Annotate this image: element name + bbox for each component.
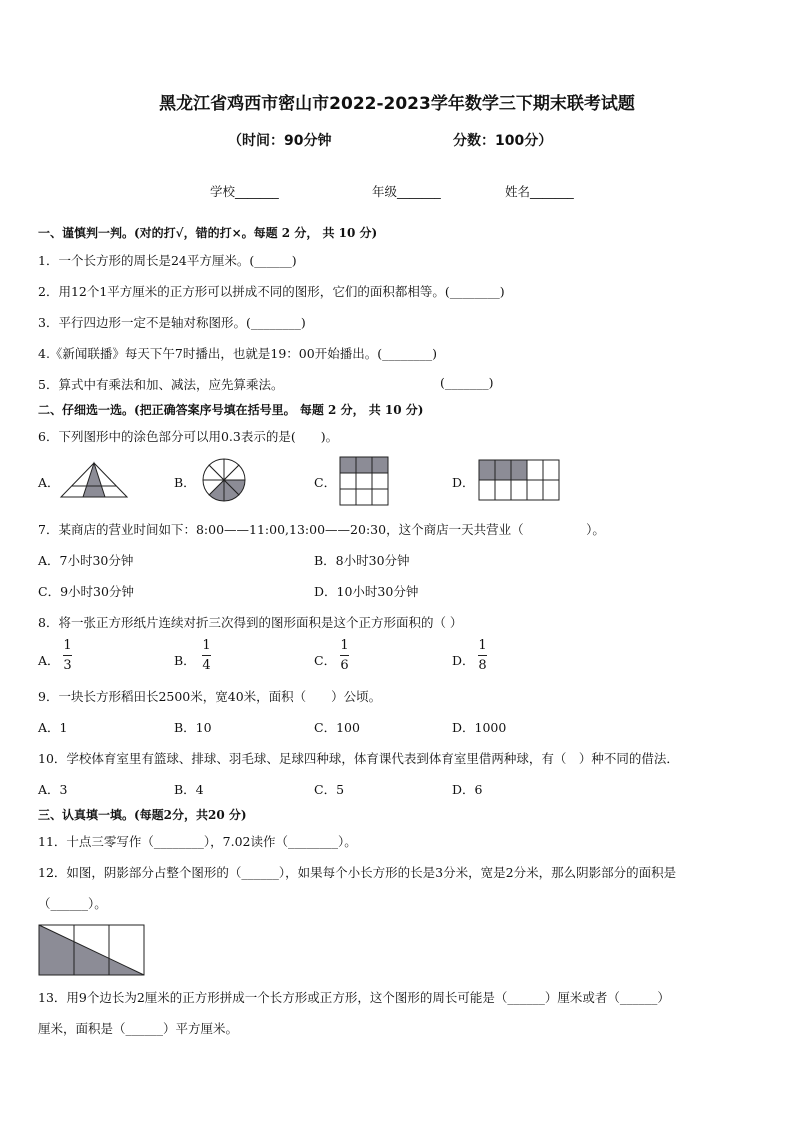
q6-grid-5x2-figure (478, 459, 560, 501)
section-2-heading: 二、仔细选一选。(把正确答案序号填在括号里。 每题 2 分， 共 10 分) (38, 403, 424, 417)
denominator: 4 (202, 658, 211, 673)
question-11: 11．十点三零写作（________），7.02读作（________）。 (38, 834, 357, 849)
question-13-line-2: 厘米，面积是（______）平方厘米。 (38, 1021, 239, 1036)
question-4: 4.《新闻联播》每天下午7时播出，也就是19：00开始播出。(________) (38, 346, 437, 361)
question-3: 3．平行四边形一定不是轴对称图形。(________) (38, 315, 306, 330)
section-3-heading: 三、认真填一填。(每题2分，共20 分) (38, 808, 247, 822)
denominator: 8 (478, 658, 487, 673)
q9-option-c: C．100 (314, 720, 360, 735)
q6-option-a-label: A． (38, 475, 60, 490)
question-13-line-1: 13．用9个边长为2厘米的正方形拼成一个长方形或正方形，这个图形的周长可能是（______）厘米或者（______） (38, 990, 670, 1005)
q9-option-b: B．10 (174, 720, 212, 735)
q10-option-b: B．4 (174, 782, 204, 797)
question-10: 10．学校体育室里有篮球、排球、羽毛球、足球四种球，体育课代表到体育室里借两种球，有（ ）种不同的借法． (38, 751, 679, 766)
denominator: 6 (340, 658, 349, 673)
q8-option-d-label: D． (452, 653, 475, 668)
q12-rectangles-figure (38, 924, 146, 976)
q8-option-c-fraction (340, 638, 349, 673)
q7-option-d: D．10小时30分钟 (314, 584, 419, 599)
denominator: 3 (63, 658, 72, 673)
q7-option-b: B．8小时30分钟 (314, 553, 410, 568)
question-2: 2．用12个1平方厘米的正方形可以拼成不同的图形，它们的面积都相等。(________) (38, 284, 505, 299)
question-9: 9．一块长方形稻田长2500米，宽40米，面积（ ）公顷。 (38, 689, 382, 704)
q6-option-c-label: C． (314, 475, 337, 490)
numerator: 1 (202, 638, 211, 653)
question-7: 7．某商店的营业时间如下：8:00——11:00,13:00——20:30，这个商店一天共营业（ ）。 (38, 522, 605, 537)
q10-option-d: D．6 (452, 782, 483, 797)
numerator: 1 (63, 638, 72, 653)
name-field: 姓名_______ (505, 184, 574, 199)
q8-option-b-label: B． (174, 653, 196, 668)
q8-option-a-fraction (63, 638, 72, 673)
question-5: 5．算式中有乘法和加、减法，应先算乘法。 (38, 377, 284, 392)
q7-option-a: A．7小时30分钟 (38, 553, 134, 568)
q10-option-a: A．3 (38, 782, 68, 797)
question-6: 6．下列图形中的涂色部分可以用0.3表示的是( )。 (38, 429, 339, 444)
question-12-line-1: 12．如图，阴影部分占整个图形的（______），如果每个小长方形的长是3分米，宽是2分米，那么阴影部分的面积是 (38, 865, 677, 880)
q8-option-b-fraction (202, 638, 211, 673)
q8-option-c-label: C． (314, 653, 337, 668)
q9-option-a: A．1 (38, 720, 68, 735)
q6-grid-3x3-figure (339, 456, 389, 506)
q6-option-b-label: B． (174, 475, 196, 490)
section-1-heading: 一、谨慎判一判。(对的打√，错的打×。每题 2 分， 共 10 分) (38, 226, 378, 240)
numerator: 1 (340, 638, 349, 653)
numerator: 1 (478, 638, 487, 653)
question-5-blank: (_______) (440, 375, 494, 390)
q8-option-d-fraction (478, 638, 487, 673)
q10-option-c: C．5 (314, 782, 345, 797)
grade-field: 年级_______ (372, 184, 441, 199)
exam-score: 分数：100分） (453, 133, 553, 149)
school-field: 学校_______ (210, 184, 279, 199)
q6-triangle-figure (60, 462, 128, 498)
q9-option-d: D．1000 (452, 720, 507, 735)
q6-option-d-label: D． (452, 475, 475, 490)
question-8: 8．将一张正方形纸片连续对折三次得到的图形面积是这个正方形面积的（ ） (38, 615, 463, 630)
question-1: 1．一个长方形的周长是24平方厘米。(______) (38, 253, 297, 268)
exam-time: （时间：90分钟 (228, 133, 332, 149)
q7-option-c: C．9小时30分钟 (38, 584, 134, 599)
question-12-line-2: （______）。 (38, 896, 107, 911)
q8-option-a-label: A． (38, 653, 60, 668)
page-title: 黑龙江省鸡西市密山市2022-2023学年数学三下期末联考试题 (159, 94, 635, 114)
q6-circle-figure (202, 458, 246, 502)
